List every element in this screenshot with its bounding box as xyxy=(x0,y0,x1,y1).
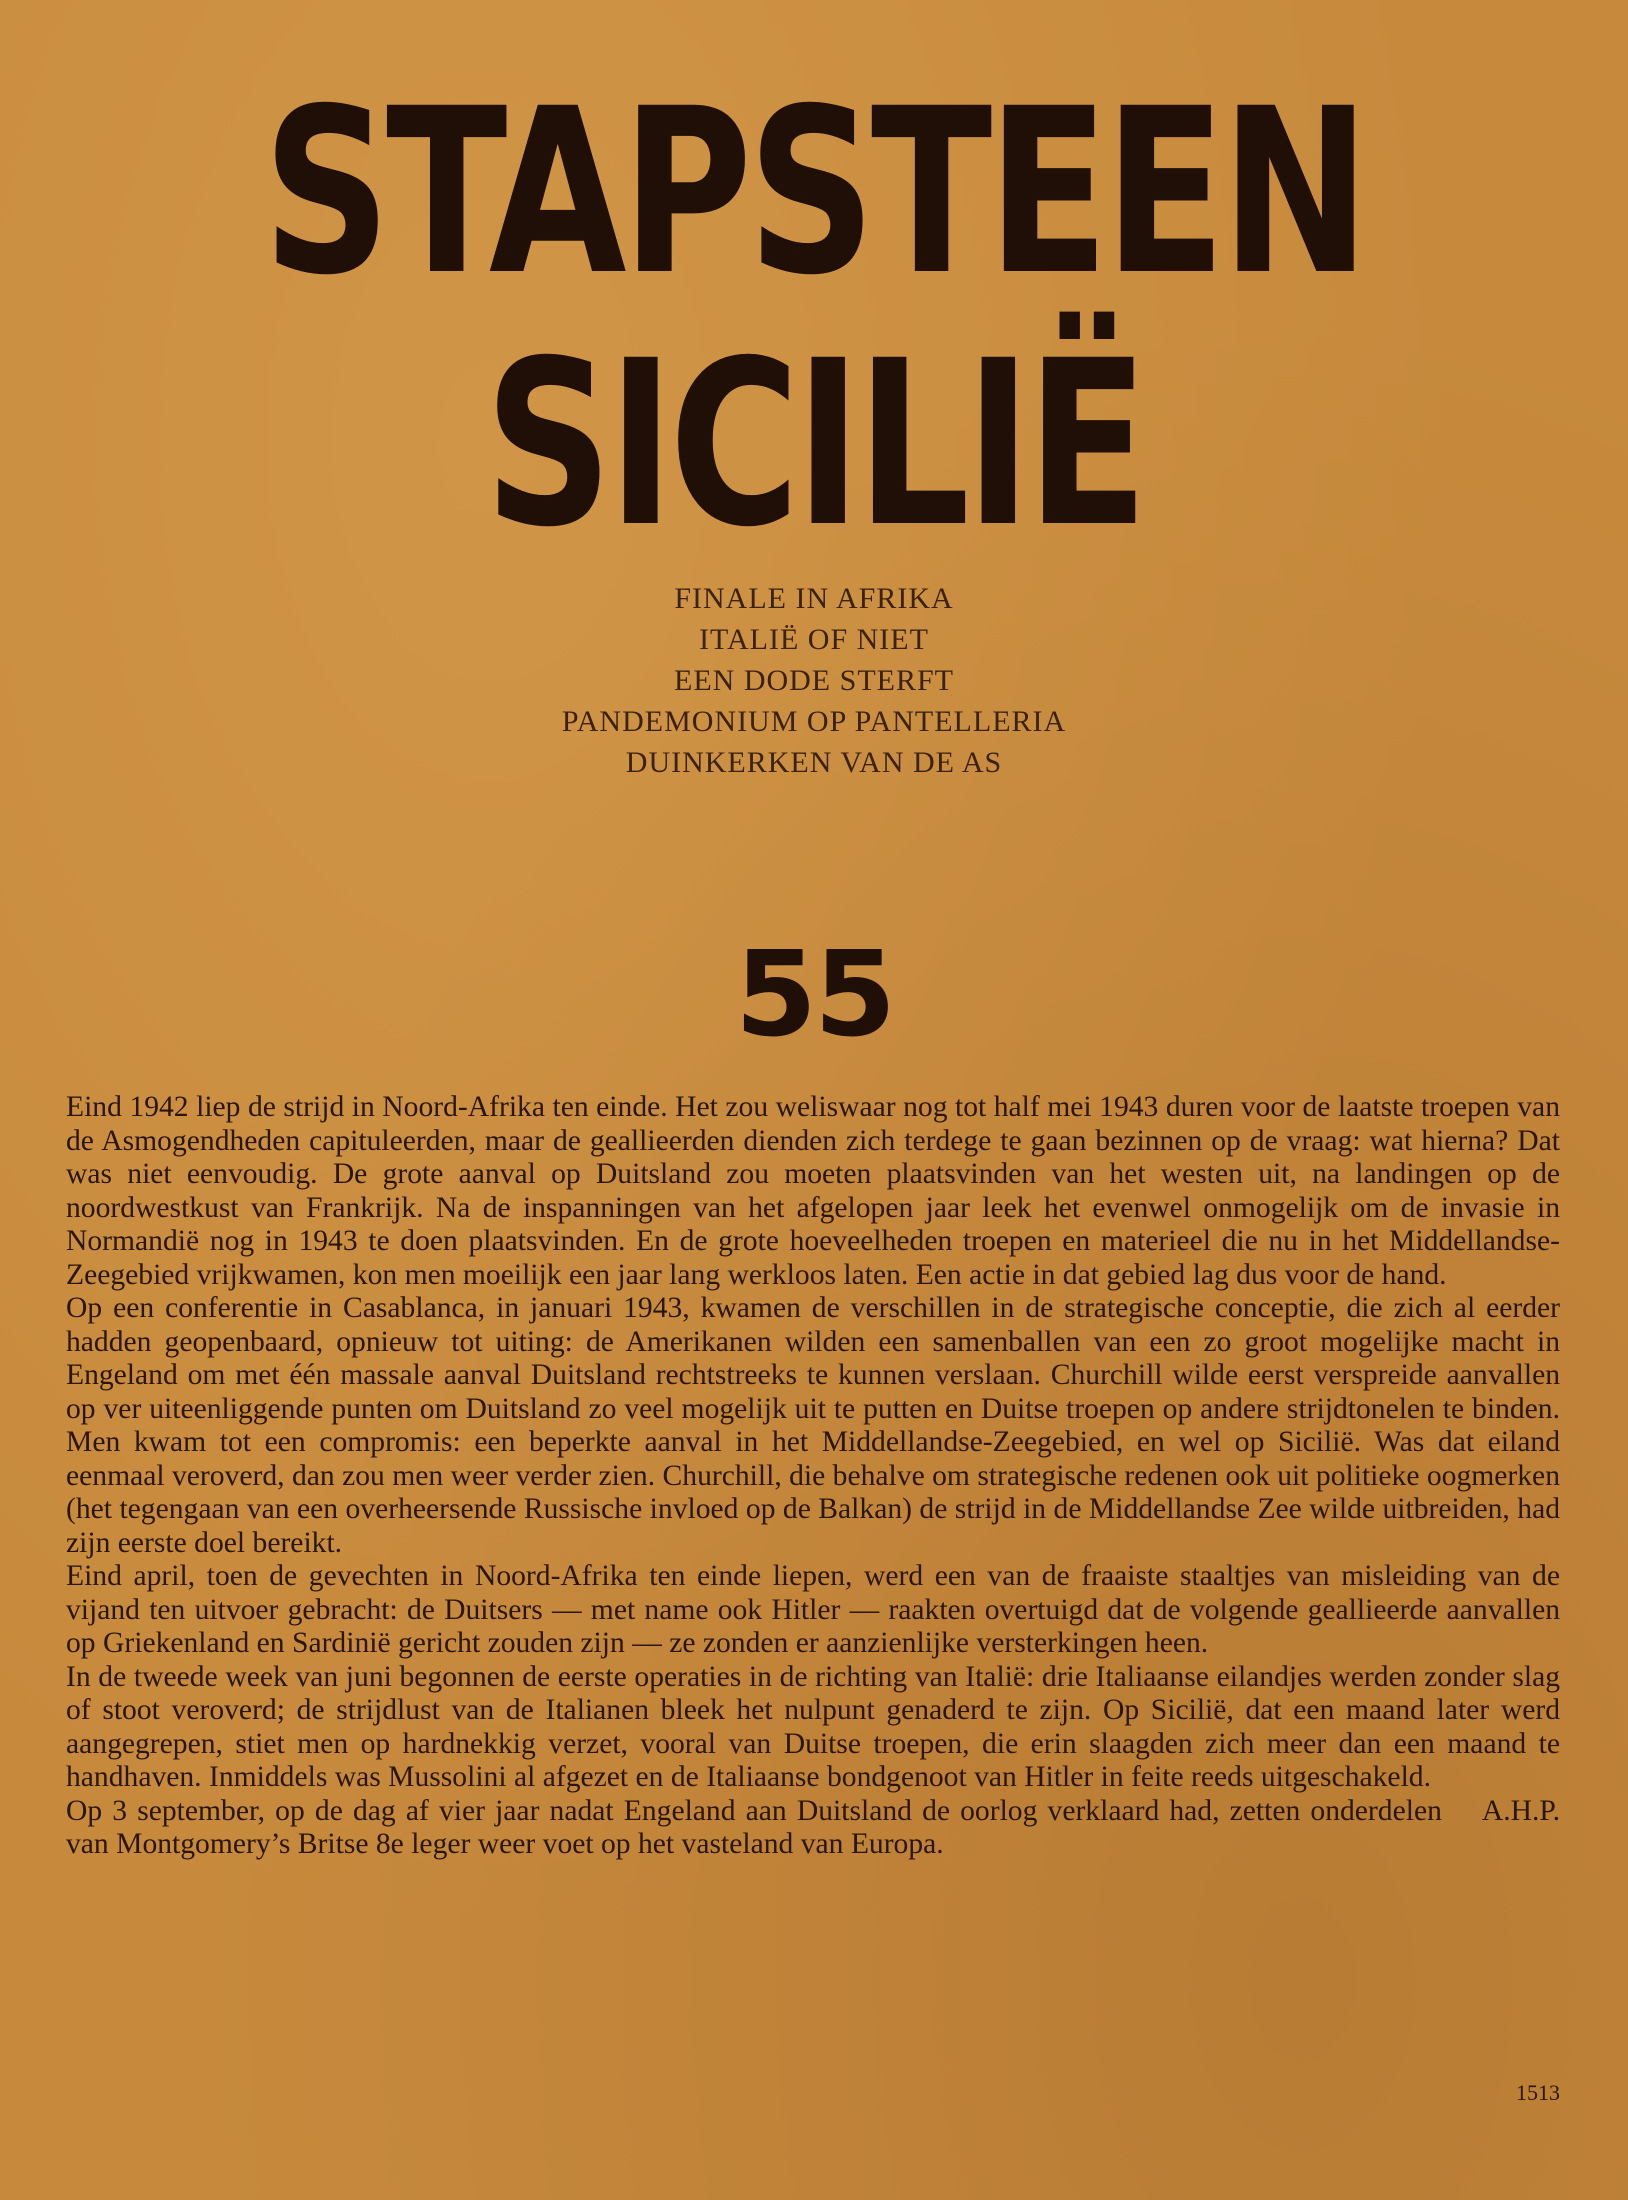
subtitle-item: EEN DODE STERFT xyxy=(674,664,954,697)
article-paragraph: Eind 1942 liep de strijd in Noord-Afrika ten einde. Het zou weliswaar nog tot half mei 1943 duren voor de laatste troepen van de Asmogendheden capituleerden, maar de geallieerden dienden zich terdege te gaan bezinnen op de vraag: wat hierna? Dat was niet eenvoudig. De grote aanval op Duitsland zou moeten plaatsvinden van het westen uit, na landingen op de noordwestkust van Frankrijk. Na de inspanningen van het afgelopen jaar leek het evenwel onmogelijk om de invasie in Normandië nog in 1943 te doen plaatsvinden. En de grote hoeveelheden troepen en materieel die nu in het Middellandse-Zeegebied vrijkwamen, kon men moeilijk een jaar lang werkloos laten. Een actie in dat gebied lag dus voor de hand. xyxy=(66,1091,1560,1291)
article-body xyxy=(66,1091,1560,1862)
author-signature: A.H.P. xyxy=(1481,1794,1560,1827)
subtitle-item: ITALIË OF NIET xyxy=(699,623,929,656)
subtitle-item: PANDEMONIUM OP PANTELLERIA xyxy=(561,705,1067,738)
subtitle-item: FINALE IN AFRIKA xyxy=(674,582,954,615)
chapter-subtitles xyxy=(0,578,1628,783)
article-paragraph: Op een conferentie in Casablanca, in januari 1943, kwamen de verschillen in de strategische conceptie, die zich al eerder hadden geopenbaard, opnieuw tot uiting: de Amerikanen wilden een samenballen van een zo groot mogelijke macht in Engeland om met één massale aanval Duitsland rechtstreeks te kunnen verslaan. Churchill wilde eerst verspreide aanvallen op ver uiteenliggende punten om Duitsland zo veel mogelijk uit te putten en Duitse troepen op andere strijdtonelen te binden. Men kwam tot een compromis: een beperkte aanval in het Middellandse-Zeegebied, en wel op Sicilië. Was dat eiland eenmaal veroverd, dan zou men weer verder zien. Churchill, die behalve om strategische redenen ook uit politieke oogmerken (het tegengaan van een overheersende Russische invloed op de Balkan) de strijd in de Middellandse Zee wilde uitbreiden, had zijn eerste doel bereikt. xyxy=(66,1292,1560,1559)
subtitle-item: DUINKERKEN VAN DE AS xyxy=(625,746,1003,779)
article-paragraph: In de tweede week van juni begonnen de eerste operaties in de richting van Italië: drie Italiaanse eilandjes werden zonder slag of stoot veroverd; de strijdlust van de Italianen bleek het nulpunt genaderd te zijn. Op Sicilië, dat een maand later werd aangegrepen, stiet men op hardnekkig verzet, vooral van Duitse troepen, die erin slaagden zich meer dan een maand te handhaven. Inmiddels was Mussolini al afgezet en de Italiaanse bondgenoot van Hitler in feite reeds uitgeschakeld. xyxy=(66,1660,1560,1793)
article-last-paragraph xyxy=(66,1795,1560,1862)
article-paragraph-text: Op 3 september, op de dag af vier jaar nadat Engeland aan Duitsland de oorlog verklaard had, zetten onderdelen van Montgomery’s Britse 8e leger weer voet op het vasteland van Europa. xyxy=(66,1794,1442,1860)
page-number: 1513 xyxy=(1516,2080,1560,2105)
masthead-title-line-2: SICILIË xyxy=(484,311,1144,577)
masthead-title-line-1: STAPSTEEN xyxy=(262,59,1366,325)
issue-number: 55 xyxy=(734,925,894,1063)
article-paragraph: Eind april, toen de gevechten in Noord-Afrika ten einde liepen, werd een van de fraaiste staaltjes van misleiding van de vijand ten uitvoer gebracht: de Duitsers — met name ook Hitler — raakten overtuigd dat de volgende geallieerde aanvallen op Griekenland en Sardinië gericht zouden zijn — ze zonden er aanzienlijke versterkingen heen. xyxy=(66,1560,1560,1659)
